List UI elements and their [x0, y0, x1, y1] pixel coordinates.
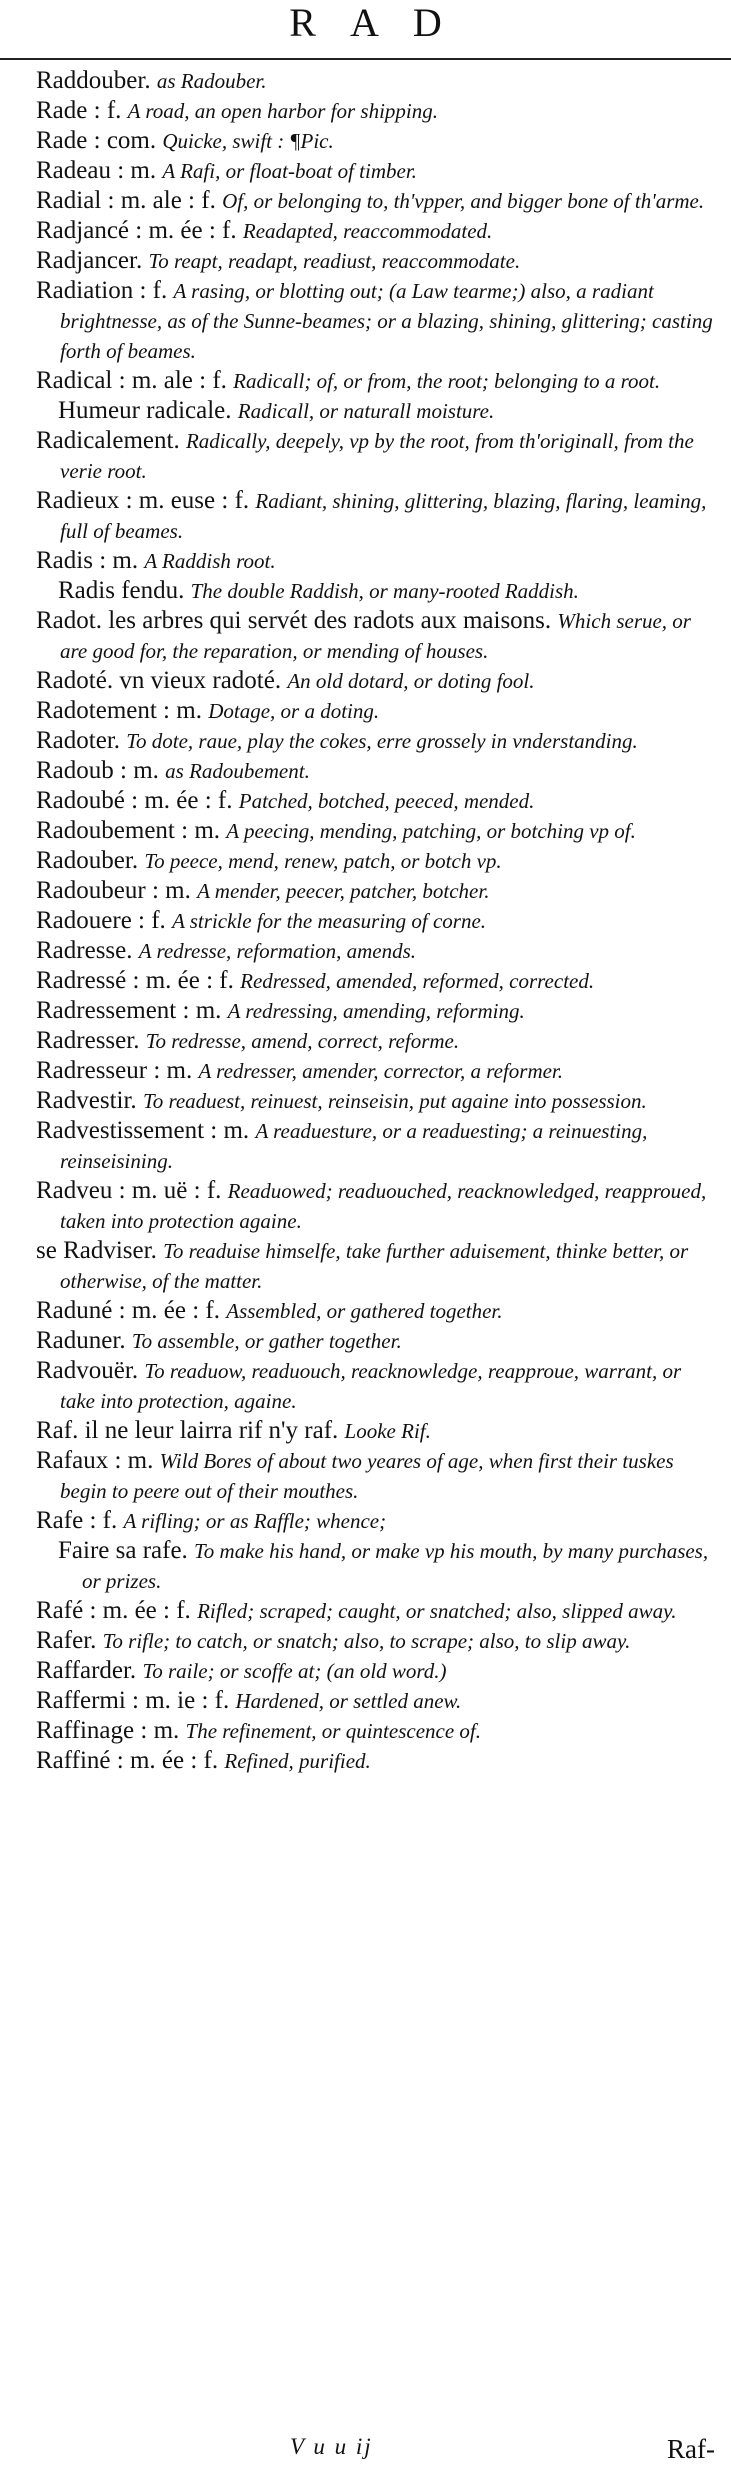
headword: Radieux : [36, 487, 133, 514]
signature-mark: V u u ij [290, 2434, 373, 2459]
headword: Radjancer. [36, 247, 143, 274]
headword: Radveu : [36, 1177, 126, 1204]
dictionary-entry [36, 126, 716, 156]
grammar-label: m. ée : f. [131, 1297, 220, 1324]
definition: Readapted, reaccommodated. [242, 219, 493, 243]
definition: A mender, peecer, patcher, botcher. [197, 879, 490, 903]
headword: Raddouber. [36, 67, 151, 94]
dictionary-entry [36, 1356, 716, 1416]
headword: Radjancé : [36, 217, 143, 244]
definition: To redresse, amend, correct, reforme. [145, 1029, 460, 1053]
dictionary-entry [36, 786, 716, 816]
definition: Refined, purified. [224, 1749, 371, 1773]
dictionary-entry [36, 276, 716, 366]
definition: Dotage, or a doting. [208, 699, 380, 723]
headword: Raffinage : [36, 1717, 148, 1744]
grammar-label: les arbres qui servét des radots aux maisons. [108, 607, 552, 634]
definition: Wild Bores of about two yeares of age, when first their tuskes begin to peere out of their mouthes. [60, 1449, 674, 1503]
headword: Rade : [36, 127, 101, 154]
dictionary-entry [36, 876, 716, 906]
grammar-label: m. ée : f. [145, 967, 234, 994]
dictionary-entry [36, 1026, 716, 1056]
definition: To make his hand, or make vp his mouth, by many purchases, or prizes. [82, 1539, 709, 1593]
headword: Radoubeur : [36, 877, 159, 904]
dictionary-entry [36, 816, 716, 846]
grammar-label: m. ie : f. [145, 1687, 230, 1714]
definition: Readuowed; readuouched, reacknowledged, reapproued, taken into protection againe. [60, 1179, 707, 1233]
sub-entry [36, 576, 716, 606]
entry-list [36, 66, 716, 1776]
headword: Radvouër. [36, 1357, 139, 1384]
headword: Radouere : [36, 907, 145, 934]
dictionary-entry [36, 726, 716, 756]
definition: The double Raddish, or many-rooted Raddish. [190, 579, 579, 603]
dictionary-entry [36, 1116, 716, 1176]
dictionary-entry [36, 906, 716, 936]
headword: Radressement : [36, 997, 190, 1024]
dictionary-entry [36, 846, 716, 876]
headword: Radvestissement : [36, 1117, 218, 1144]
definition: Radicall, or naturall moisture. [237, 399, 495, 423]
sub-entry [36, 1536, 716, 1596]
definition: To readuise himselfe, take further aduisement, thinke better, or otherwise, of the matter. [60, 1239, 689, 1293]
headword: Radoubé : [36, 787, 139, 814]
headword: Radiation : [36, 277, 147, 304]
headword: Radoté. [36, 667, 114, 694]
definition: Radicall; of, or from, the root; belonging to a root. [233, 369, 661, 393]
dictionary-entry [36, 966, 716, 996]
definition: To peece, mend, renew, patch, or botch vp. [144, 849, 502, 873]
grammar-label: m. ée : f. [144, 787, 233, 814]
definition: Assembled, or gathered together. [226, 1299, 503, 1323]
definition: Redressed, amended, reformed, corrected. [240, 969, 595, 993]
dictionary-entry [36, 1716, 716, 1746]
headword: Radoter. [36, 727, 121, 754]
dictionary-entry [36, 1086, 716, 1116]
dictionary-entry [36, 486, 716, 546]
headword: Radical : [36, 367, 126, 394]
definition: To raile; or scoffe at; (an old word.) [142, 1659, 447, 1683]
headword: Radresser. [36, 1027, 140, 1054]
running-head: RAD [289, 0, 476, 45]
dictionary-entry [36, 1236, 716, 1296]
dictionary-entry [36, 246, 716, 276]
headword: Humeur radicale. [58, 397, 232, 424]
dictionary-entry [36, 1176, 716, 1236]
headword: Raffarder. [36, 1657, 137, 1684]
dictionary-entry [36, 216, 716, 246]
headword: Raduné : [36, 1297, 126, 1324]
headword: Raf. [36, 1417, 79, 1444]
dictionary-entry [36, 996, 716, 1026]
grammar-label: m. [176, 697, 202, 724]
headword: Radis fendu. [58, 577, 185, 604]
dictionary-entry [36, 666, 716, 696]
header-rule [0, 58, 731, 60]
definition: The refinement, or quintescence of. [185, 1719, 481, 1743]
dictionary-entry [36, 426, 716, 486]
grammar-label: m. [195, 997, 222, 1024]
grammar-label: f. [152, 277, 168, 304]
definition: To dote, raue, play the cokes, erre grossely in vnderstanding. [126, 729, 638, 753]
definition: Of, or belonging to, th'vpper, and bigger bone of th'arme. [222, 189, 705, 213]
headword: Raffermi : [36, 1687, 139, 1714]
headword: Rafaux : [36, 1447, 122, 1474]
definition: To readuow, readuouch, reacknowledge, reapproue, warrant, or take into protection, againe. [60, 1359, 682, 1413]
dictionary-entry [36, 1506, 716, 1536]
headword: Radeau : [36, 157, 125, 184]
grammar-label: f. [106, 97, 122, 124]
grammar-label: m. [166, 1057, 193, 1084]
headword: Faire sa rafe. [58, 1537, 188, 1564]
headword: Raduner. [36, 1327, 126, 1354]
headword: Rafe : [36, 1507, 97, 1534]
definition: Patched, botched, peeced, mended. [238, 789, 535, 813]
definition: A redresse, reformation, amends. [138, 939, 417, 963]
dictionary-entry [36, 606, 716, 666]
dictionary-entry [36, 1416, 716, 1446]
dictionary-entry [36, 696, 716, 726]
dictionary-entry [36, 756, 716, 786]
definition: A rasing, or blotting out; (a Law tearme;) also, a radiant brightnesse, as of the Sunne-beames; or a blazing, shining, glittering; casting forth of beames. [60, 279, 713, 363]
definition: A strickle for the measuring of corne. [172, 909, 487, 933]
grammar-label: m. [194, 817, 221, 844]
headword: Radresse. [36, 937, 133, 964]
definition: To assemble, or gather together. [131, 1329, 402, 1353]
dictionary-entry [36, 1446, 716, 1506]
dictionary-entry [36, 1746, 716, 1776]
headword: Radicalement. [36, 427, 180, 454]
headword: Radresseur : [36, 1057, 161, 1084]
definition: A road, an open harbor for shipping. [127, 99, 439, 123]
definition: A rifling; or as Raffle; whence; [123, 1509, 387, 1533]
grammar-label: m. [127, 1447, 154, 1474]
grammar-label: m. [153, 1717, 180, 1744]
headword: Raffiné : [36, 1747, 124, 1774]
definition: A Raddish root. [144, 549, 276, 573]
dictionary-entry [36, 96, 716, 126]
headword: Radotement : [36, 697, 170, 724]
grammar-label: m. [130, 157, 157, 184]
dictionary-entry [36, 1326, 716, 1356]
catchword: Raf- [667, 2434, 715, 2464]
headword: se Radviser. [36, 1237, 157, 1264]
headword: Radvestir. [36, 1087, 137, 1114]
definition: Radiant, shining, glittering, blazing, flaring, leaming, full of beames. [60, 489, 707, 543]
grammar-label: vn vieux radoté. [119, 667, 282, 694]
grammar-label: f. [102, 1507, 118, 1534]
grammar-label: il ne leur lairra rif n'y raf. [84, 1417, 339, 1444]
headword: Radot. [36, 607, 102, 634]
grammar-label: m. [133, 757, 159, 784]
definition: as Radoubement. [165, 759, 310, 783]
grammar-label: m. euse : f. [138, 487, 250, 514]
grammar-label: m. ale : f. [120, 187, 216, 214]
definition: as Radouber. [156, 69, 267, 93]
definition: Radically, deepely, vp by the root, from th'originall, from the verie root. [60, 429, 694, 483]
headword: Radressé : [36, 967, 140, 994]
definition: Looke Rif. [344, 1419, 431, 1443]
grammar-label: m. ée : f. [102, 1597, 191, 1624]
definition: Rifled; scraped; caught, or snatched; also, slipped away. [197, 1599, 677, 1623]
grammar-label: m. uë : f. [131, 1177, 222, 1204]
definition: A peecing, mending, patching, or botching vp of. [226, 819, 636, 843]
definition: A redressing, amending, reforming. [227, 999, 525, 1023]
grammar-label: m. ée : f. [129, 1747, 219, 1774]
grammar-label: m. ée : f. [148, 217, 237, 244]
sub-entry [36, 396, 716, 426]
definition: To rifle; to catch, or snatch; also, to scrape; also, to slip away. [102, 1629, 631, 1653]
dictionary-entry [36, 1296, 716, 1326]
headword: Rafer. [36, 1627, 97, 1654]
dictionary-entry [36, 1056, 716, 1086]
grammar-label: com. [106, 127, 157, 154]
dictionary-entry [36, 366, 716, 396]
headword: Radis : [36, 547, 107, 574]
dictionary-entry [36, 1656, 716, 1686]
definition: A redresser, amender, corrector, a reformer. [198, 1059, 564, 1083]
headword: Radial : [36, 187, 115, 214]
grammar-label: m. [165, 877, 191, 904]
dictionary-entry [36, 936, 716, 966]
dictionary-entry [36, 1596, 716, 1626]
headword: Radoub : [36, 757, 127, 784]
definition: Which serue, or are good for, the reparation, or mending of houses. [60, 609, 691, 663]
grammar-label: f. [151, 907, 166, 934]
headword: Rade : [36, 97, 101, 124]
headword: Radoubement : [36, 817, 189, 844]
definition: Quicke, swift : ¶Pic. [162, 129, 334, 153]
dictionary-entry [36, 546, 716, 576]
definition: An old dotard, or doting fool. [287, 669, 535, 693]
definition: To reapt, readapt, readiust, reaccommodate. [148, 249, 521, 273]
headword: Radouber. [36, 847, 139, 874]
dictionary-entry [36, 66, 716, 96]
definition: To readuest, reinuest, reinseisin, put againe into possession. [142, 1089, 647, 1113]
headword: Rafé : [36, 1597, 97, 1624]
dictionary-entry [36, 186, 716, 216]
dictionary-entry [36, 156, 716, 186]
grammar-label: m. [223, 1117, 250, 1144]
dictionary-entry [36, 1626, 716, 1656]
definition: A Rafi, or float-boat of timber. [162, 159, 417, 183]
grammar-label: m. [112, 547, 139, 574]
definition: A readuesture, or a readuesting; a reinuesting, reinseisining. [60, 1119, 648, 1173]
page-footer [0, 2434, 731, 2474]
definition: Hardened, or settled anew. [235, 1689, 462, 1713]
grammar-label: m. ale : f. [131, 367, 227, 394]
dictionary-entry [36, 1686, 716, 1716]
